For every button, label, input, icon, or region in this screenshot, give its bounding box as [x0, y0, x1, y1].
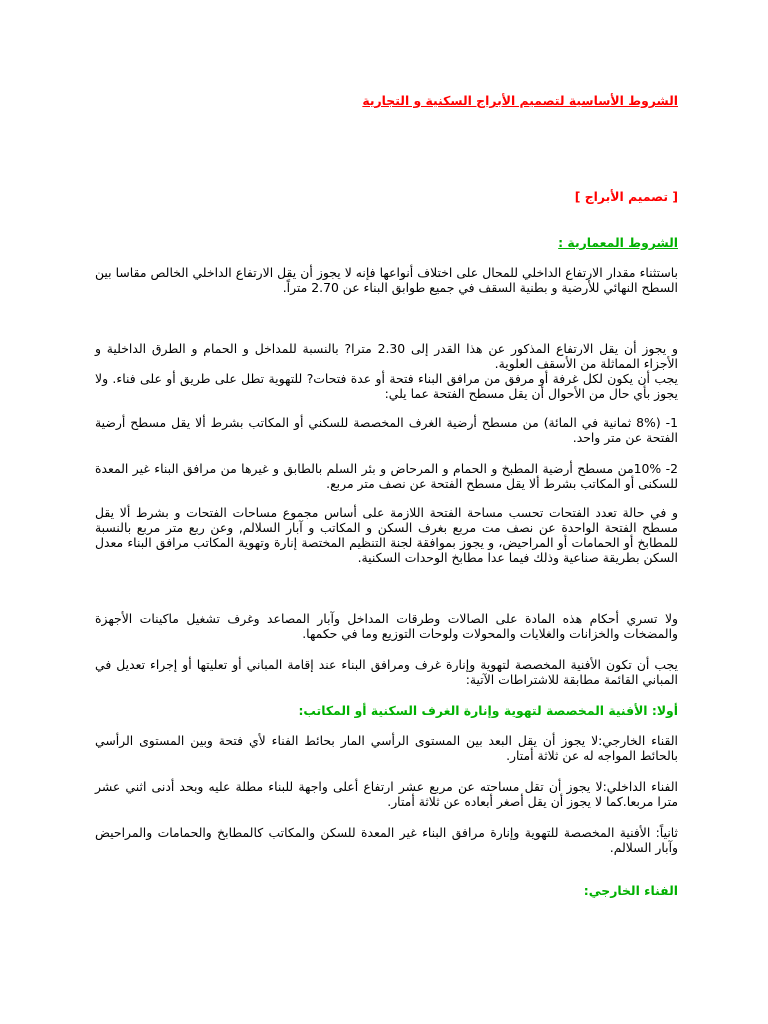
paragraph-exceptions: ولا تسري أحكام هذه المادة على الصالات وطرقات المداخل وآبار المصاعد وغرف تشغيل ماكينات الأجهزة والمضخات والخزانات والغلايات والمحولات ولوحات التوزيع وما في حكمها.	[95, 611, 678, 641]
paragraph-reduced-height: و يجوز أن يقل الارتفاع المذكور عن هذا القدر إلى 2.30 مترا? بالنسبة للمداخل و الحمام و الطرق الداخلية و الأجزاء المماثلة من الأسقف العلوية.	[95, 341, 678, 371]
paragraph-rule-2: 2- 10%من مسطح أرضية المطبخ و الحمام و المرحاض و بئر السلم بالطابق و غيرها من مرافق البناء غير المعدة للسكنى أو المكاتب بشرط ألا يقل مسطح الفتحة عن نصف متر مربع.	[95, 461, 678, 491]
paragraph-internal-courtyard: الفناء الداخلي:لا يجوز أن تقل مساحته عن مربع عشر ارتفاع أعلى واجهة للبناء مطلة عليه وبحد أدنى اثني عشر مترا مربعا.كما لا يجوز أن يقل أصغر أبعاده عن ثلاثة أمتار.	[95, 779, 678, 809]
paragraph-service-courtyards: ثانياً: الأفنية المخصصة للتهوية وإنارة مرافق البناء غير المعدة للسكن والمكاتب كالمطابخ والحمامات والمراحيض وآبار السلالم.	[95, 825, 678, 855]
paragraph-external-courtyard: القناء الخارجي:لا يجوز أن يقل البعد بين المستوى الرأسي المار بحائط الفناء لأي فتحة وبين المستوى الرأسي بالحائط المواجه له عن ثلاثة أمتار.	[95, 733, 678, 763]
document-title: الشروط الأساسية لتصميم الأبراج السكنية و التجارية	[362, 93, 678, 108]
paragraph-rule-1: 1- (8% ثمانية في المائة) من مسطح أرضية الغرف المخصصة للسكني أو المكاتب بشرط ألا يقل مسطح أرضية الفتحة عن متر واحد.	[95, 415, 678, 445]
architectural-heading: الشروط المعمارية :	[558, 235, 678, 250]
paragraph-ceiling-height: باستثناء مقدار الارتفاع الداخلي للمحال على اختلاف أنواعها فإنه لا يجوز أن يقل الارتفاع الداخلي الخالص مقاسا بين السطح النهائي للأرضية و بطنية السقف في جميع طوابق البناء عن 2.70 متراً.	[95, 265, 678, 295]
paragraph-openings: يجب أن يكون لكل غرفة أو مرفق من مرافق البناء فتحة أو عدة فتحات? للتهوية تطل على طريق أو على فناء. ولا يجوز بأي حال من الأحوال أن يقل مسطح الفتحة عما يلي:	[95, 371, 678, 401]
paragraph-multiple-openings: و في حالة تعدد الفتحات تحسب مساحة الفتحة اللازمة على أساس مجموع مساحات الفتحات و بشرط ألا يقل مسطح الفتحة الواحدة عن نصف مت مربع بغرف السكن و المكاتب و آبار السلالم, وعن ربع متر مربع بالنسبة للمطابخ أو الحمامات أو المراحيض، و يجوز بموافقة لجنة التنظيم المختصة إنارة وتهوية المكاتب مرافق البناء معدل السكن بطريقة صناعية وذلك فيما عدا مطابخ الوحدات السكنية.	[95, 505, 678, 565]
section-label: [ تصميم الأبراج ]	[574, 189, 678, 204]
subheading-external-courtyard: الفناء الخارجي:	[583, 883, 678, 898]
document-page	[95, 0, 678, 1024]
paragraph-courtyards: يجب أن تكون الأفنية المخصصة لتهوية وإنارة غرف ومرافق البناء عند إقامة المباني أو تعليتها أو إجراء تعديل في المباني القائمة مطابقة للاشتراطات الآتية:	[95, 657, 678, 687]
subheading-courtyards-rooms: أولا: الأفنية المخصصة لتهوية وإنارة الغرف السكنية أو المكاتب:	[298, 703, 678, 718]
